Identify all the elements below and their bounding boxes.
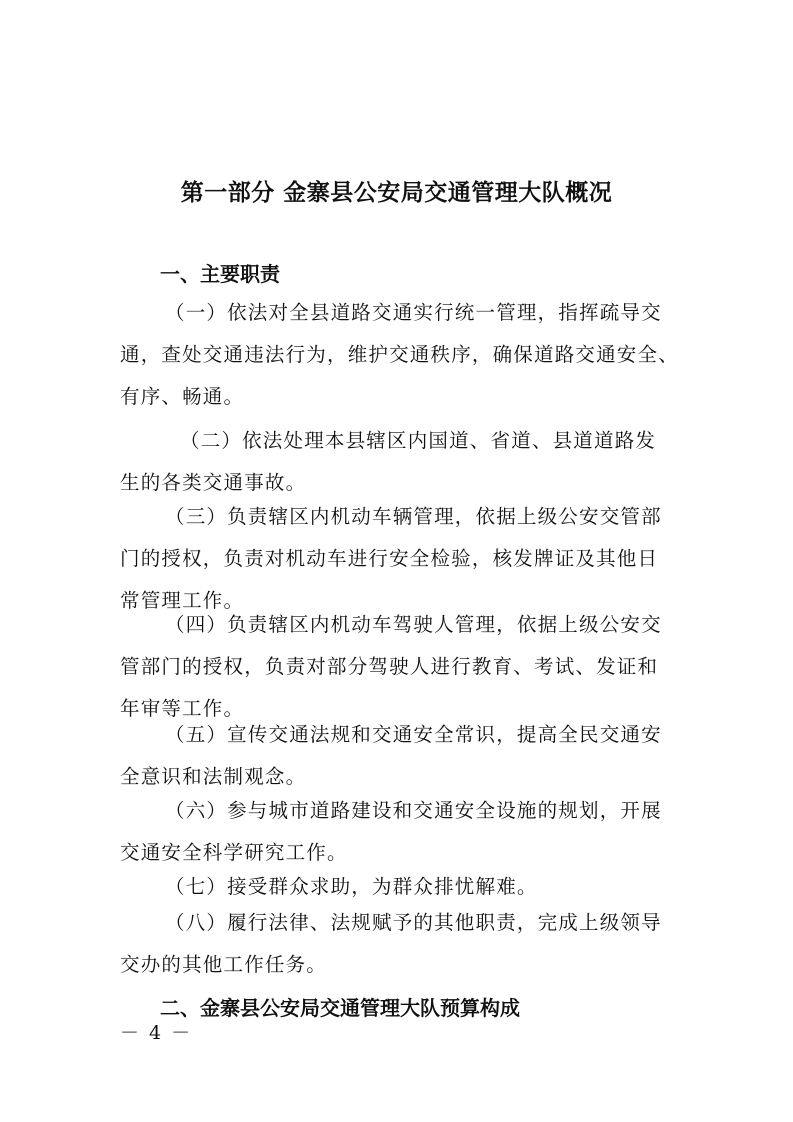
section-heading-duties: 一、主要职责 xyxy=(160,262,280,286)
paragraph-line: 常管理工作。 xyxy=(120,589,245,612)
paragraph-line: 通，查处交通违法行为，维护交通秩序，确保道路交通安全、 xyxy=(120,343,679,366)
paragraph-line: （二）依法处理本县辖区内国道、省道、县道道路发 xyxy=(180,429,657,452)
section-heading-budget: 二、金寨县公安局交通管理大队预算构成 xyxy=(160,996,520,1020)
page-title: 第一部分 金寨县公安局交通管理大队概况 xyxy=(180,180,613,206)
duty-paragraph-1 xyxy=(120,292,680,418)
page-number: － 4 － xyxy=(120,1022,193,1044)
paragraph-line: （三）负责辖区内机动车辆管理，依据上级公安交管部 xyxy=(165,505,662,528)
duty-paragraph-2 xyxy=(120,420,680,504)
paragraph-line: 生的各类交通事故。 xyxy=(120,471,307,494)
paragraph-line: 交通安全科学研究工作。 xyxy=(120,841,348,864)
paragraph-line: 管部门的授权，负责对部分驾驶人进行教育、考试、发证和 xyxy=(120,655,659,678)
paragraph-line: （四）负责辖区内机动车驾驶人管理，依据上级公安交 xyxy=(165,613,662,636)
duty-paragraph-5 xyxy=(120,714,680,798)
paragraph-line: （八）履行法律、法规赋予的其他职责，完成上级领导 xyxy=(165,911,662,934)
paragraph-line: 交办的其他工作任务。 xyxy=(120,953,328,976)
paragraph-line: 有序、畅通。 xyxy=(120,385,245,408)
paragraph-line: （七）接受群众求助，为群众排忧解难。 xyxy=(165,875,538,898)
duty-paragraph-6 xyxy=(120,790,680,874)
paragraph-line: （六）参与城市道路建设和交通安全设施的规划，开展 xyxy=(165,799,662,822)
paragraph-line: 年审等工作。 xyxy=(120,697,245,720)
paragraph-line: （五）宣传交通法规和交通安全常识，提高全民交通安 xyxy=(165,723,662,746)
duty-paragraph-4 xyxy=(120,604,680,730)
paragraph-line: 门的授权，负责对机动车进行安全检验，核发牌证及其他日 xyxy=(120,547,659,570)
paragraph-line: （一）依法对全县道路交通实行统一管理，指挥疏导交 xyxy=(165,301,662,324)
paragraph-line: 全意识和法制观念。 xyxy=(120,765,307,788)
duty-paragraph-8 xyxy=(120,902,680,986)
